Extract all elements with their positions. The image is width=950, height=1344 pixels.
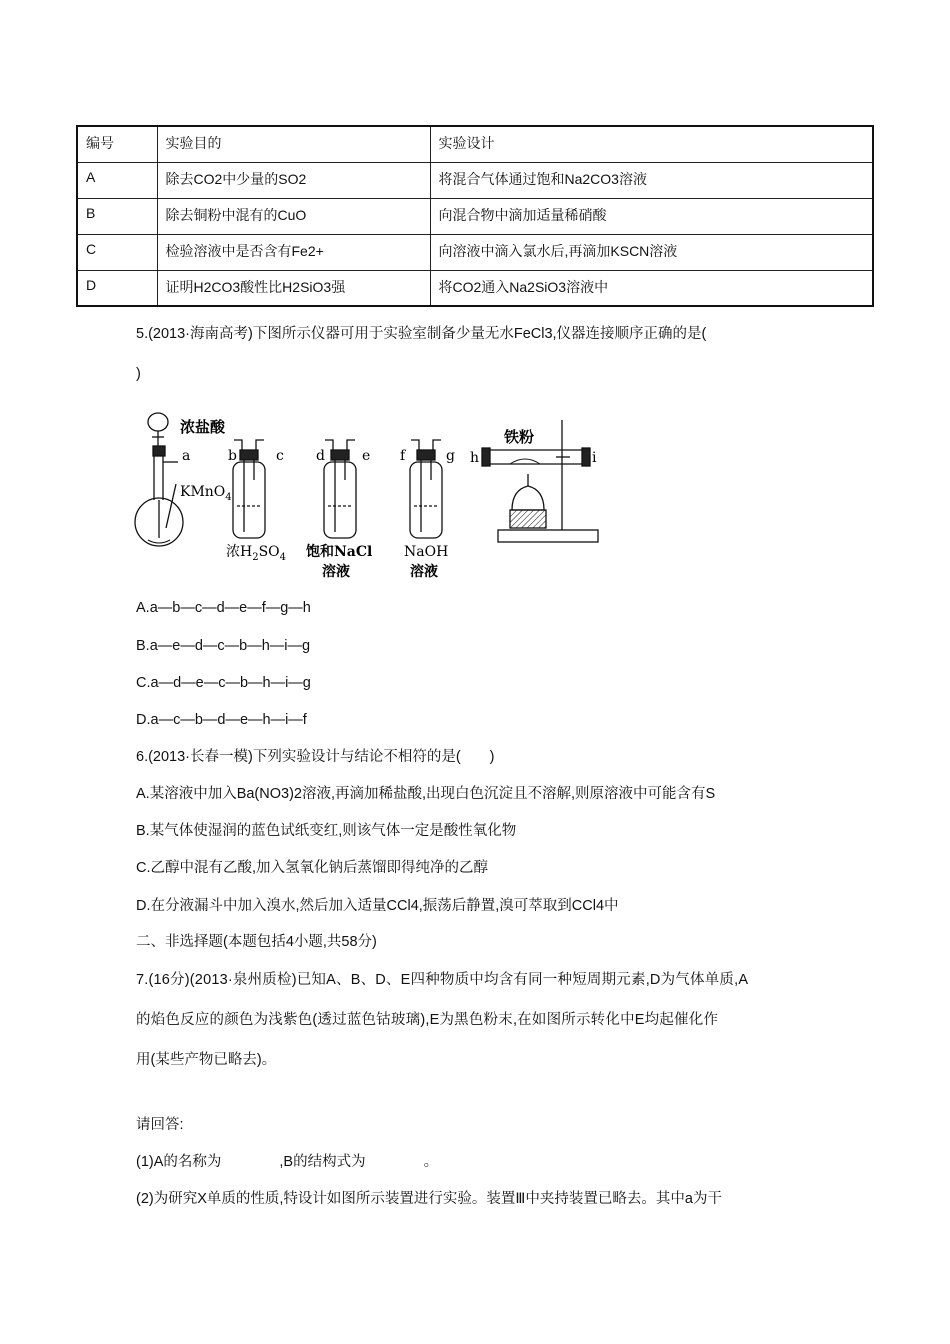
table-cell: 除去CO2中少量的SO2 <box>157 162 430 198</box>
table-row <box>77 234 873 270</box>
q6-option-b: B.某气体使湿润的蓝色试纸变红,则该气体一定是酸性氧化物 <box>136 823 517 839</box>
table-row <box>77 198 873 234</box>
apparatus-figure <box>130 410 610 586</box>
table-cell: 向溶液中滴入氯水后,再滴加KSCN溶液 <box>430 234 873 270</box>
bottle1-reagent-label: 浓$H_2SO_4$ <box>226 544 287 563</box>
q5-option-b: B.a—e—d—c—b—h—i—g <box>136 638 311 654</box>
q7-stem-line2: 的焰色反应的颜色为浅紫色(透过蓝色钴玻璃),E为黑色粉末,在如图所示转化中E均起催化作 <box>136 1012 719 1028</box>
table-cell: 除去铜粉中混有的CuO <box>157 198 430 234</box>
funnel-bulb <box>148 413 168 431</box>
q5-option-a: A.a—b—c—d—e—f—g—h <box>136 600 311 616</box>
q7-part1: (1)A的名称为 ,B的结构式为 。 <box>136 1154 439 1170</box>
wash-bottle-3 <box>410 440 442 538</box>
bottle3-reagent-label2: 溶液 <box>410 564 438 580</box>
heated-tube-setup <box>482 420 598 542</box>
q5-option-c: C.a—d—e—c—b—h—i—g <box>136 675 311 691</box>
kmno4-label: KMnO$_4$ <box>180 484 232 503</box>
q6-option-d: D.在分液漏斗中加入溴水,然后加入适量CCl4,振荡后静置,溴可萃取到CCl4中 <box>136 898 619 914</box>
q7-part2: (2)为研究X单质的性质,特设计如图所示装置进行实验。装置Ⅲ中夹持装置已略去。其中a为干 <box>136 1191 722 1207</box>
port-h-label: h <box>470 450 480 466</box>
table-cell: B <box>77 198 157 234</box>
q5-stem-line1: 5.(2013·海南高考)下图所示仪器可用于实验室制备少量无水FeCl3,仪器连接顺序正确的是( <box>136 326 707 342</box>
port-d-label: d <box>316 448 325 464</box>
port-i-label: i <box>592 450 597 466</box>
conc-hcl-label: 浓盐酸 <box>180 418 226 436</box>
table-header-row <box>77 126 873 162</box>
table-cell: 将CO2通入Na2SiO3溶液中 <box>430 270 873 306</box>
q5-stem-line2: ) <box>136 366 141 382</box>
section-heading: 二、非选择题(本题包括4小题,共58分) <box>136 934 377 950</box>
iron-powder-label: 铁粉 <box>504 428 535 446</box>
table-cell: 证明H2CO3酸性比H2SiO3强 <box>157 270 430 306</box>
table-cell: 向混合物中滴加适量稀硝酸 <box>430 198 873 234</box>
table-header-cell: 编号 <box>77 126 157 162</box>
experiment-table <box>76 125 874 307</box>
bottle3-reagent-label1: NaOH <box>404 544 449 560</box>
wash-bottle-2 <box>324 440 356 538</box>
wash-bottle-1 <box>233 440 265 538</box>
q7-answer-prompt: 请回答: <box>136 1117 184 1133</box>
port-b-label: b <box>228 448 237 464</box>
table-row <box>77 270 873 306</box>
port-c-label: c <box>276 448 284 464</box>
port-g-label: g <box>446 448 455 464</box>
table-row <box>77 162 873 198</box>
table-cell: 检验溶液中是否含有Fe2+ <box>157 234 430 270</box>
bottle2-reagent-label1: 饱和NaCl <box>306 544 373 560</box>
port-e-label: e <box>362 448 371 464</box>
q5-option-d: D.a—c—b—d—e—h—i—f <box>136 712 307 728</box>
q7-stem-line3: 用(某些产物已略去)。 <box>136 1052 277 1068</box>
table-cell: 将混合气体通过饱和Na2CO3溶液 <box>430 162 873 198</box>
q6-stem: 6.(2013·长春一模)下列实验设计与结论不相符的是( ) <box>136 749 495 765</box>
table-cell: A <box>77 162 157 198</box>
q6-option-a: A.某溶液中加入Ba(NO3)2溶液,再滴加稀盐酸,出现白色沉淀且不溶解,则原溶液中可能含有S <box>136 786 716 802</box>
port-a-label: a <box>182 448 191 464</box>
bottle2-reagent-label2: 溶液 <box>322 564 350 580</box>
port-f-label: f <box>400 448 406 464</box>
q7-stem-line1: 7.(16分)(2013·泉州质检)已知A、B、D、E四种物质中均含有同一种短周期元素,D为气体单质,A <box>136 972 749 988</box>
table-cell: C <box>77 234 157 270</box>
table-cell: D <box>77 270 157 306</box>
table-header-cell: 实验目的 <box>157 126 430 162</box>
table-header-cell: 实验设计 <box>430 126 873 162</box>
q6-option-c: C.乙醇中混有乙酸,加入氢氧化钠后蒸馏即得纯净的乙醇 <box>136 860 489 876</box>
